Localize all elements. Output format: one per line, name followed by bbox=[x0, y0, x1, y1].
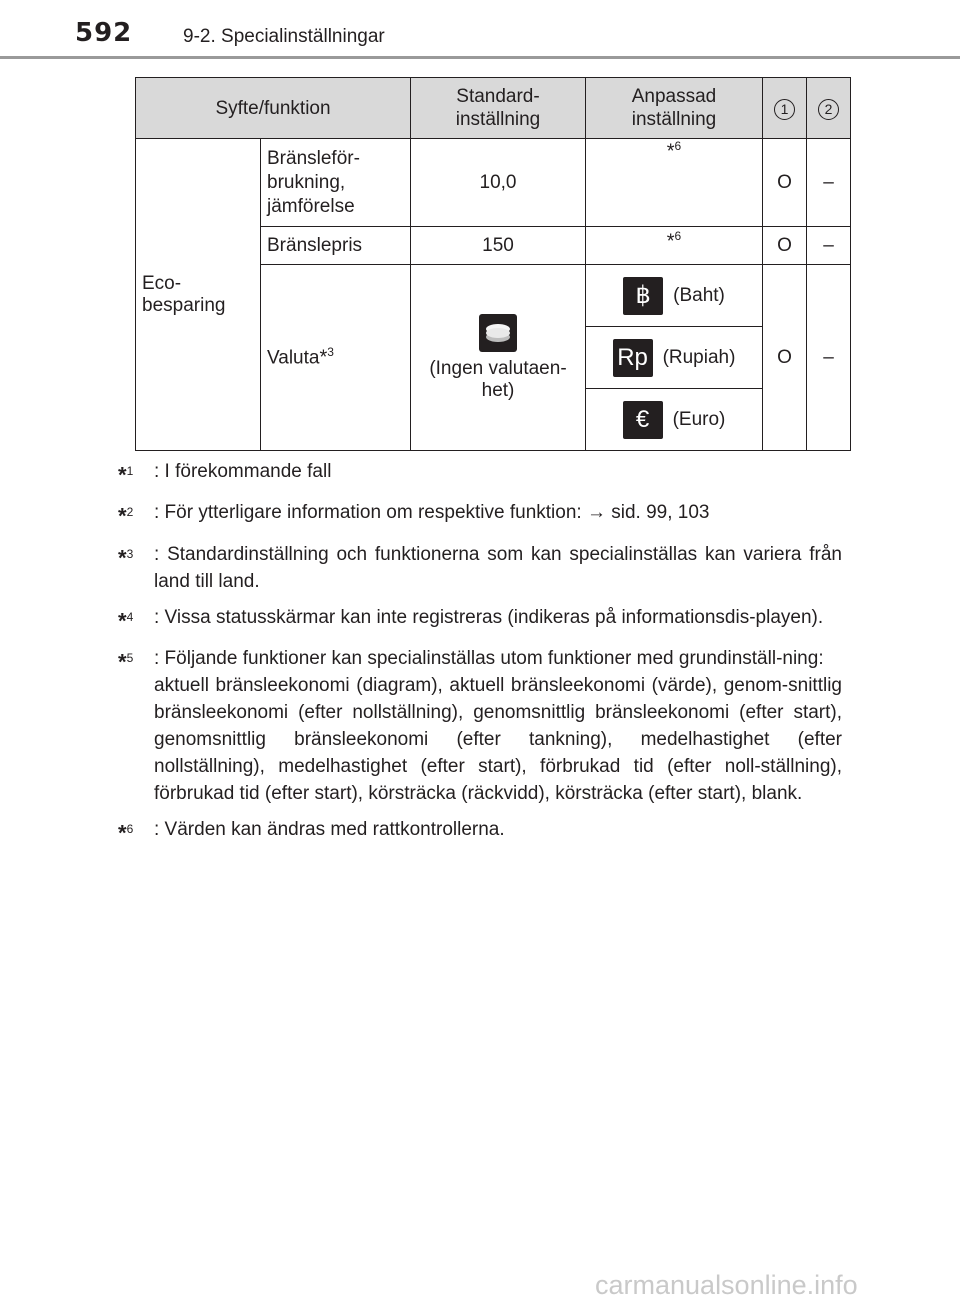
currency-option-baht: ฿ (Baht) bbox=[586, 265, 763, 327]
header-divider bbox=[0, 56, 960, 59]
footnotes bbox=[118, 458, 842, 857]
fuel-consumption-col2: – bbox=[807, 139, 851, 227]
header-default-setting: Standard- inställning bbox=[411, 78, 586, 139]
currency-option-rupiah: Rp (Rupiah) bbox=[586, 327, 763, 389]
header-column-1 bbox=[763, 78, 807, 139]
table-row bbox=[136, 139, 851, 227]
row-name-fuel-price: Bränslepris bbox=[261, 227, 411, 265]
circled-number-2: 2 bbox=[818, 99, 839, 120]
footnote: *$^1$ : I förekommande fall bbox=[118, 461, 332, 488]
fuel-consumption-default: 10,0 bbox=[411, 139, 586, 227]
fuel-price-col1: O bbox=[763, 227, 807, 265]
section-title: 9-2. Specialinställningar bbox=[183, 26, 385, 47]
footnote: *$^5$ : Följande funktioner kan specialinställas utom funktioner med grundinställ-ning: aktuell bränsleekonomi (diagram), aktuell bränsleekonomi (värde), genom-snittlig bränsleekonomi (efter nollställning), genomsnittlig bränsleekonomi (efter start), genomsnittlig bränsleekonomi (efter tankning), medelhastighet (efter nollställning), medelhastighet (efter start), förbrukad tid (efter noll-ställning), förbrukad tid (efter start), körsträcka (räckvidd), körsträcka (efter start), blank. bbox=[118, 647, 842, 804]
table-header-row bbox=[136, 78, 851, 139]
footnote: *$^2$ : För ytterligare information om respektive funktion: → sid. 99, 103 bbox=[118, 502, 710, 529]
coins-icon bbox=[479, 314, 517, 352]
fuel-price-col2: – bbox=[807, 227, 851, 265]
currency-option-euro: € (Euro) bbox=[586, 389, 763, 451]
fuel-consumption-custom: *$^6$ bbox=[586, 139, 763, 227]
fuel-consumption-col1: O bbox=[763, 139, 807, 227]
header-custom-setting: Anpassad inställning bbox=[586, 78, 763, 139]
footnote: *$^6$ : Värden kan ändras med rattkontrollerna. bbox=[118, 818, 505, 846]
baht-icon: ฿ bbox=[623, 277, 663, 315]
footnote: *$^4$ : Vissa statusskärmar kan inte registreras (indikeras på informationsdis-playen). bbox=[118, 606, 824, 633]
footnote: *$^3$ : Standardinställning och funktionerna som kan specialinställas kan variera från land till land. bbox=[118, 543, 842, 592]
header-function: Syfte/funktion bbox=[136, 78, 411, 139]
currency-default: (Ingen valutaen- het) bbox=[411, 265, 586, 451]
page-number: 592 bbox=[75, 18, 133, 48]
currency-col2: – bbox=[807, 265, 851, 451]
rupiah-icon: Rp bbox=[613, 339, 653, 377]
row-name-currency: Valuta*$^3$ bbox=[261, 265, 411, 451]
group-label: Eco- besparing bbox=[136, 139, 261, 451]
watermark: carmanualsonline.info bbox=[595, 1270, 858, 1300]
header-column-2 bbox=[807, 78, 851, 139]
currency-col1: O bbox=[763, 265, 807, 451]
row-name-fuel-consumption: Bränsleför- brukning, jämförelse bbox=[261, 139, 411, 227]
circled-number-1: 1 bbox=[774, 99, 795, 120]
fuel-price-custom: *$^6$ bbox=[586, 227, 763, 265]
euro-icon: € bbox=[623, 401, 663, 439]
fuel-price-default: 150 bbox=[411, 227, 586, 265]
settings-table bbox=[135, 77, 851, 451]
